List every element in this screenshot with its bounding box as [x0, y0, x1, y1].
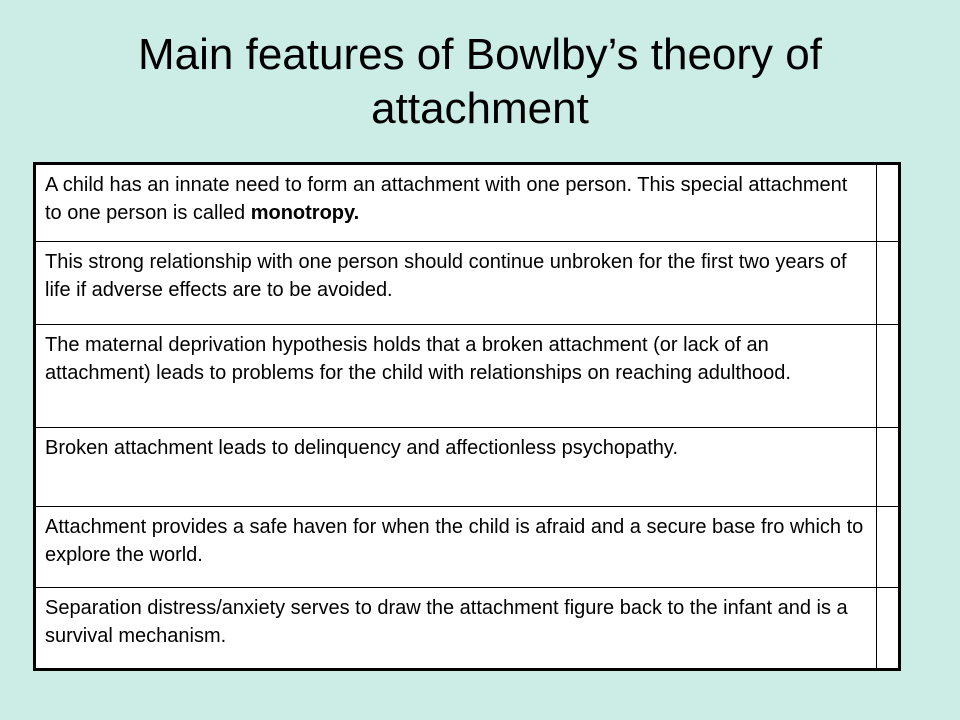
row-text: Broken attachment leads to delinquency and affectionless psychopathy. — [45, 437, 678, 459]
row-text: The maternal deprivation hypothesis holds that a broken attachment (or lack of an attachment) leads to problems for the child with relationships on reaching adulthood. — [45, 334, 791, 384]
row-text: This strong relationship with one person should continue unbroken for the first two years of life if adverse effects are to be avoided. — [45, 251, 847, 301]
features-table — [33, 162, 901, 671]
table-row — [35, 164, 900, 242]
row-text: Attachment provides a safe haven for when the child is afraid and a secure base fro which to explore the world. — [45, 516, 864, 566]
table-row — [35, 325, 900, 428]
table-side-cell — [877, 428, 900, 507]
table-row — [35, 507, 900, 588]
table-cell — [35, 428, 877, 507]
table-side-cell — [877, 164, 900, 242]
table-side-cell — [877, 325, 900, 428]
table-cell — [35, 325, 877, 428]
table-cell — [35, 242, 877, 325]
table-cell — [35, 164, 877, 242]
table-row — [35, 242, 900, 325]
row-text — [36, 165, 876, 230]
table-side-cell — [877, 507, 900, 588]
row-text-plain: A child has an innate need to form an attachment with one person. This special attachment to one person is called — [45, 174, 848, 224]
table-row — [35, 588, 900, 670]
row-text: Separation distress/anxiety serves to draw the attachment figure back to the infant and is a survival mechanism. — [45, 597, 848, 647]
table-cell — [35, 588, 877, 670]
table-row — [35, 428, 900, 507]
table-side-cell — [877, 242, 900, 325]
monotropy-term: monotropy. — [250, 202, 360, 224]
slide-title: Main features of Bowlby’s theory of attachment — [138, 30, 822, 133]
table-side-cell — [877, 588, 900, 670]
table-cell — [35, 507, 877, 588]
